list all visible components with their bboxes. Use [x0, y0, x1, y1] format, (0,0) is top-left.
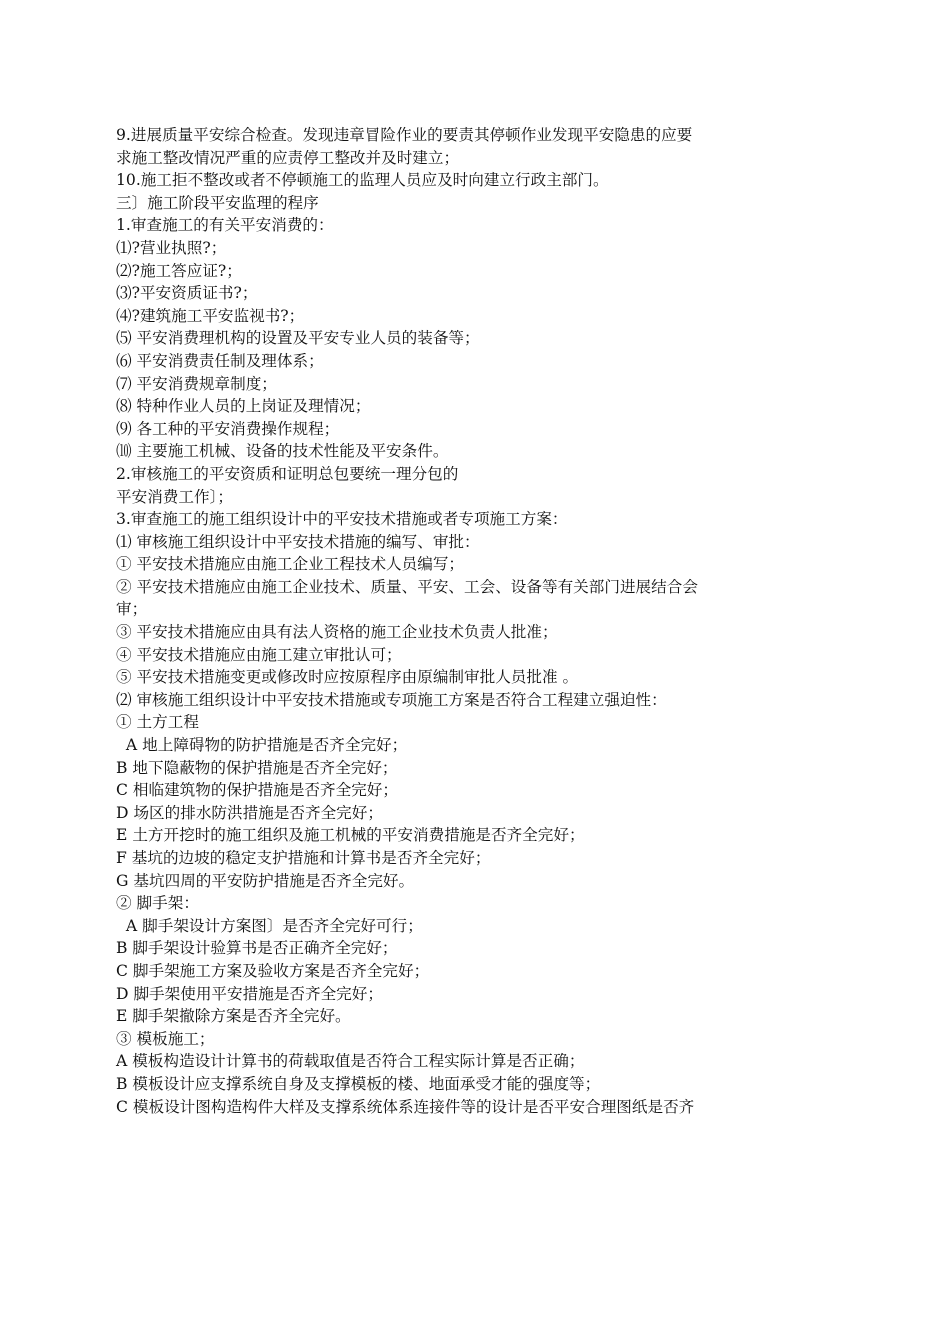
text-line: A 脚手架设计方案图〕是否齐全完好可行； [116, 916, 423, 935]
text-line: ⑼ 各工种的平安消费操作规程； [116, 419, 340, 438]
text-line: ⑶?平安资质证书?； [116, 284, 258, 303]
text-line: 审； [116, 600, 148, 619]
text-line: ⑷?建筑施工平安监视书?； [116, 306, 305, 325]
text-line: E 脚手架撤除方案是否齐全完好。 [116, 1007, 351, 1026]
text-line: B 地下隐蔽物的保护措施是否齐全完好； [116, 758, 398, 777]
text-line: ① 平安技术措施应由施工企业工程技术人员编写； [116, 555, 465, 574]
text-line: ① 土方工程 [116, 713, 199, 732]
text-line: B 脚手架设计验算书是否正确齐全完好； [116, 939, 398, 958]
text-line: ⑵ 审核施工组织设计中平安技术措施或专项施工方案是否符合工程建立强迫性： [116, 690, 667, 709]
text-line: A 地上障碍物的防护措施是否齐全完好； [116, 736, 408, 755]
text-line: F 基坑的边坡的稳定支护措施和计算书是否齐全完好； [116, 849, 491, 867]
text-line: ⑻ 特种作业人员的上岗证及理情况； [116, 397, 371, 416]
text-line: A 模板构造设计计算书的荷载取值是否符合工程实际计算是否正确； [116, 1052, 585, 1071]
text-line: ⑹ 平安消费责任制及理体系； [116, 351, 324, 370]
text-line: ⑴?营业执照?； [116, 238, 227, 257]
text-line: ⑤ 平安技术措施变更或修改时应按原程序由原编制审批人员批准 。 [116, 668, 579, 687]
text-line: ⑽ 主要施工机械、设备的技术性能及平安条件。 [116, 442, 449, 461]
text-line: C 相临建筑物的保护措施是否齐全完好； [116, 781, 398, 800]
text-line: ④ 平安技术措施应由施工建立审批认可； [116, 645, 402, 664]
text-line: D 脚手架使用平安措施是否齐全完好； [116, 984, 383, 1003]
text-line: ⑴ 审核施工组织设计中平安技术措施的编写、审批： [116, 532, 480, 551]
text-line: ② 平安技术措施应由施工企业技术、质量、平安、工会、设备等有关部门进展结合会 [116, 577, 698, 596]
text-line: C 模板设计图构造构件大样及支撑系统体系连接件等的设计是否平安合理图纸是否齐 [116, 1097, 695, 1116]
text-line: 9.进展质量平安综合检查。发现违章冒险作业的要责其停顿作业发现平安隐患的应要 [116, 126, 693, 144]
text-line: ⑺ 平安消费规章制度； [116, 374, 277, 393]
text-line: ⑸ 平安消费理机构的设置及平安专业人员的装备等； [116, 329, 480, 348]
text-line: 三〕施工阶段平安监理的程序 [116, 193, 319, 212]
document-page [116, 124, 836, 1118]
text-line: 求施工整改情况严重的应责停工整改并及时建立； [116, 148, 460, 167]
text-line: ② 脚手架： [116, 894, 199, 913]
text-line: 2.审核施工的平安资质和证明总包要统一理分包的 [116, 464, 459, 483]
text-line: 平安消费工作〕； [116, 487, 233, 506]
text-line: 1.审查施工的有关平安消费的： [116, 216, 334, 235]
text-line: G 基坑四周的平安防护措施是否齐全完好。 [116, 871, 415, 890]
text-line: D 场区的排水防洪措施是否齐全完好； [116, 803, 383, 822]
text-line: E 土方开挖时的施工组织及施工机械的平安消费措施是否齐全完好； [116, 826, 585, 845]
text-line: B 模板设计应支撑系统自身及支撑模板的楼、地面承受才能的强度等； [116, 1074, 601, 1093]
text-line: ③ 模板施工； [116, 1029, 215, 1048]
text-line: C 脚手架施工方案及验收方案是否齐全完好； [116, 961, 430, 980]
text-line: ⑵?施工答应证?； [116, 261, 242, 280]
text-line: ③ 平安技术措施应由具有法人资格的施工企业技术负责人批准； [116, 623, 558, 642]
text-line: 10.施工拒不整改或者不停顿施工的监理人员应及时向建立行政主部门。 [116, 171, 609, 190]
text-line: 3.审查施工的施工组织设计中的平安技术措施或者专项施工方案： [116, 510, 568, 529]
